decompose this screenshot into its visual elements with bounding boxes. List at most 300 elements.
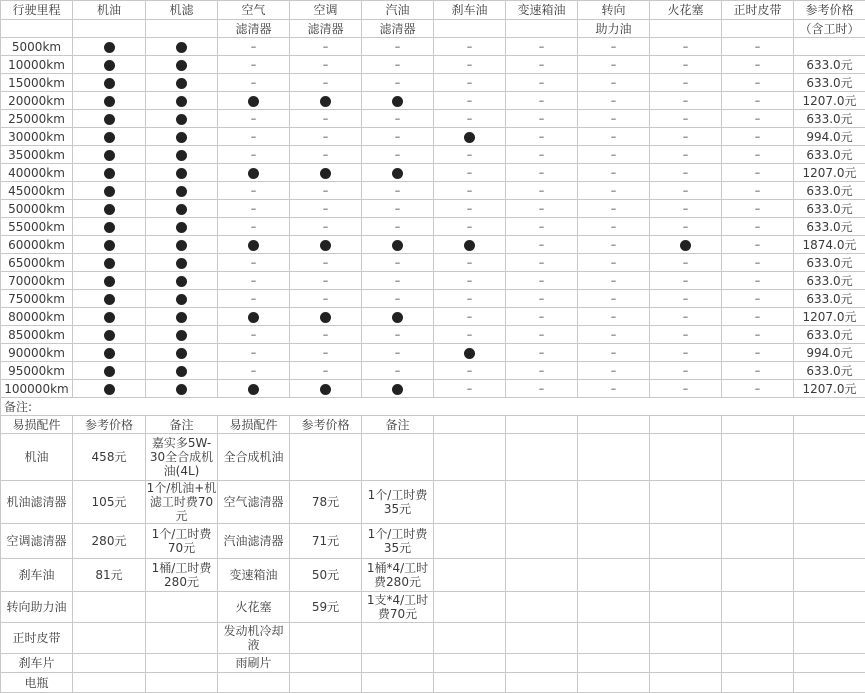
no-service-cell — [506, 128, 578, 146]
service-price-cell: 633.0元 — [794, 326, 865, 344]
empty-cell — [578, 481, 650, 524]
service-mark-cell — [73, 308, 146, 326]
empty-cell — [650, 623, 722, 654]
dash-icon: – — [755, 184, 761, 198]
dash-icon: – — [683, 130, 689, 144]
filled-dot-icon — [176, 222, 187, 233]
dash-icon: – — [683, 274, 689, 288]
no-service-cell — [290, 254, 362, 272]
empty-cell — [578, 416, 650, 434]
service-price-cell: 633.0元 — [794, 182, 865, 200]
no-service-cell — [578, 218, 650, 236]
empty-cell — [794, 592, 865, 623]
no-service-cell — [290, 200, 362, 218]
filled-dot-icon — [104, 78, 115, 89]
dash-icon: – — [395, 364, 401, 378]
dash-icon: – — [395, 130, 401, 144]
schedule-row — [1, 218, 865, 236]
service-price-cell: 1207.0元 — [794, 164, 865, 182]
filled-dot-icon — [248, 96, 259, 107]
no-service-cell — [722, 380, 794, 398]
service-mark-cell — [146, 308, 218, 326]
filled-dot-icon — [104, 132, 115, 143]
empty-cell — [434, 481, 506, 524]
no-service-cell — [218, 56, 290, 74]
dash-icon: – — [467, 382, 473, 396]
dash-icon: – — [467, 40, 473, 54]
no-service-cell — [434, 200, 506, 218]
dash-icon: – — [323, 148, 329, 162]
no-service-cell — [434, 380, 506, 398]
service-price-cell: 994.0元 — [794, 344, 865, 362]
service-mark-cell — [290, 380, 362, 398]
dash-icon: – — [683, 292, 689, 306]
filled-dot-icon — [320, 312, 331, 323]
dash-icon: – — [467, 274, 473, 288]
no-service-cell — [578, 326, 650, 344]
empty-cell — [434, 623, 506, 654]
empty-cell — [722, 592, 794, 623]
part-note — [362, 623, 434, 654]
empty-cell — [506, 559, 578, 592]
filled-dot-icon — [464, 240, 475, 251]
empty-cell — [434, 559, 506, 592]
header-row-1 — [1, 1, 865, 20]
no-service-cell — [722, 290, 794, 308]
service-price-cell: 1207.0元 — [794, 308, 865, 326]
dash-icon: – — [395, 220, 401, 234]
dash-icon: – — [539, 166, 545, 180]
dash-icon: – — [251, 58, 257, 72]
mileage-cell: 85000km — [1, 326, 73, 344]
filled-dot-icon — [248, 384, 259, 395]
dash-icon: – — [467, 166, 473, 180]
no-service-cell — [362, 56, 434, 74]
filled-dot-icon — [176, 348, 187, 359]
no-service-cell — [362, 362, 434, 380]
filled-dot-icon — [104, 204, 115, 215]
no-service-cell — [650, 38, 722, 56]
part-price — [73, 673, 146, 693]
part-name: 刹车油 — [1, 559, 73, 592]
no-service-cell — [506, 380, 578, 398]
no-service-cell — [218, 326, 290, 344]
no-service-cell — [650, 380, 722, 398]
parts-column-header: 备注 — [362, 416, 434, 434]
service-mark-cell — [146, 38, 218, 56]
no-service-cell — [290, 218, 362, 236]
service-mark-cell — [146, 164, 218, 182]
filled-dot-icon — [176, 240, 187, 251]
column-header: 变速箱油 — [506, 1, 578, 20]
empty-cell — [650, 524, 722, 559]
filled-dot-icon — [176, 42, 187, 53]
empty-cell — [722, 481, 794, 524]
dash-icon: – — [611, 166, 617, 180]
no-service-cell — [434, 272, 506, 290]
no-service-cell — [218, 254, 290, 272]
filled-dot-icon — [104, 114, 115, 125]
dash-icon: – — [611, 58, 617, 72]
service-mark-cell — [362, 164, 434, 182]
part-price — [290, 654, 362, 673]
no-service-cell — [434, 164, 506, 182]
no-service-cell — [434, 362, 506, 380]
part-price: 71元 — [290, 524, 362, 559]
part-price: 78元 — [290, 481, 362, 524]
no-service-cell — [722, 146, 794, 164]
schedule-row — [1, 128, 865, 146]
mileage-cell: 15000km — [1, 74, 73, 92]
no-service-cell — [362, 344, 434, 362]
no-service-cell — [362, 128, 434, 146]
service-mark-cell — [73, 362, 146, 380]
no-service-cell — [578, 74, 650, 92]
part-note — [362, 654, 434, 673]
no-service-cell — [434, 218, 506, 236]
column-subheader — [146, 20, 218, 38]
dash-icon: – — [755, 274, 761, 288]
service-price-cell: 633.0元 — [794, 200, 865, 218]
dash-icon: – — [251, 76, 257, 90]
parts-row — [1, 524, 865, 559]
no-service-cell — [578, 272, 650, 290]
dash-icon: – — [611, 112, 617, 126]
service-mark-cell — [73, 164, 146, 182]
part-note: 1个/工时费35元 — [362, 481, 434, 524]
dash-icon: – — [755, 130, 761, 144]
dash-icon: – — [251, 328, 257, 342]
dash-icon: – — [683, 76, 689, 90]
part-name: 雨刷片 — [218, 654, 290, 673]
service-mark-cell — [434, 236, 506, 254]
service-mark-cell — [73, 200, 146, 218]
dash-icon: – — [323, 292, 329, 306]
no-service-cell — [650, 128, 722, 146]
part-name: 机油 — [1, 434, 73, 481]
dash-icon: – — [539, 148, 545, 162]
parts-row — [1, 673, 865, 693]
empty-cell — [506, 592, 578, 623]
service-mark-cell — [218, 236, 290, 254]
dash-icon: – — [323, 184, 329, 198]
service-mark-cell — [362, 308, 434, 326]
dash-icon: – — [395, 292, 401, 306]
empty-cell — [722, 673, 794, 693]
dash-icon: – — [467, 94, 473, 108]
column-subheader — [506, 20, 578, 38]
filled-dot-icon — [176, 186, 187, 197]
no-service-cell — [650, 164, 722, 182]
service-mark-cell — [146, 362, 218, 380]
part-price — [73, 654, 146, 673]
filled-dot-icon — [104, 366, 115, 377]
service-price-cell: 633.0元 — [794, 110, 865, 128]
filled-dot-icon — [104, 186, 115, 197]
no-service-cell — [218, 272, 290, 290]
filled-dot-icon — [104, 168, 115, 179]
dash-icon: – — [395, 76, 401, 90]
no-service-cell — [434, 290, 506, 308]
empty-cell — [578, 623, 650, 654]
empty-cell — [506, 654, 578, 673]
empty-cell — [794, 654, 865, 673]
no-service-cell — [434, 308, 506, 326]
filled-dot-icon — [176, 294, 187, 305]
dash-icon: – — [755, 310, 761, 324]
no-service-cell — [506, 74, 578, 92]
service-price-cell: 633.0元 — [794, 272, 865, 290]
filled-dot-icon — [176, 150, 187, 161]
dash-icon: – — [539, 112, 545, 126]
service-price-cell: 994.0元 — [794, 128, 865, 146]
part-note: 1支*4/工时费70元 — [362, 592, 434, 623]
no-service-cell — [506, 344, 578, 362]
service-price-cell: 633.0元 — [794, 74, 865, 92]
mileage-cell: 50000km — [1, 200, 73, 218]
part-note: 1个/工时费35元 — [362, 524, 434, 559]
empty-cell — [794, 524, 865, 559]
no-service-cell — [362, 326, 434, 344]
service-mark-cell — [73, 380, 146, 398]
no-service-cell — [650, 56, 722, 74]
empty-cell — [794, 673, 865, 693]
part-note — [362, 673, 434, 693]
dash-icon: – — [251, 256, 257, 270]
dash-icon: – — [755, 112, 761, 126]
empty-cell — [794, 559, 865, 592]
part-note — [146, 654, 218, 673]
column-header: 机滤 — [146, 1, 218, 20]
part-note — [362, 434, 434, 481]
no-service-cell — [578, 380, 650, 398]
dash-icon: – — [251, 112, 257, 126]
service-price-cell: 633.0元 — [794, 56, 865, 74]
no-service-cell — [218, 146, 290, 164]
dash-icon: – — [683, 58, 689, 72]
part-price — [290, 623, 362, 654]
dash-icon: – — [755, 202, 761, 216]
dash-icon: – — [539, 382, 545, 396]
filled-dot-icon — [176, 258, 187, 269]
service-mark-cell — [362, 92, 434, 110]
no-service-cell — [434, 146, 506, 164]
filled-dot-icon — [320, 96, 331, 107]
parts-column-header: 易损配件 — [218, 416, 290, 434]
service-price-cell: 633.0元 — [794, 254, 865, 272]
dash-icon: – — [539, 76, 545, 90]
service-mark-cell — [73, 38, 146, 56]
filled-dot-icon — [176, 330, 187, 341]
dash-icon: – — [323, 346, 329, 360]
no-service-cell — [362, 146, 434, 164]
dash-icon: – — [323, 40, 329, 54]
no-service-cell — [578, 308, 650, 326]
dash-icon: – — [251, 292, 257, 306]
filled-dot-icon — [176, 114, 187, 125]
parts-header-row — [1, 416, 865, 434]
parts-row — [1, 654, 865, 673]
column-header: 转向 — [578, 1, 650, 20]
no-service-cell — [218, 344, 290, 362]
no-service-cell — [722, 200, 794, 218]
service-mark-cell — [290, 164, 362, 182]
filled-dot-icon — [464, 348, 475, 359]
dash-icon: – — [539, 94, 545, 108]
filled-dot-icon — [104, 240, 115, 251]
empty-cell — [434, 673, 506, 693]
no-service-cell — [290, 128, 362, 146]
dash-icon: – — [467, 310, 473, 324]
dash-icon: – — [395, 346, 401, 360]
service-mark-cell — [73, 218, 146, 236]
empty-cell — [650, 673, 722, 693]
empty-cell — [794, 623, 865, 654]
dash-icon: – — [755, 40, 761, 54]
part-price — [290, 673, 362, 693]
part-name: 变速箱油 — [218, 559, 290, 592]
dash-icon: – — [611, 364, 617, 378]
part-note: 1个/机油+机滤工时费70元 — [146, 481, 218, 524]
dash-icon: – — [323, 130, 329, 144]
schedule-row — [1, 92, 865, 110]
dash-icon: – — [611, 130, 617, 144]
part-note — [146, 592, 218, 623]
schedule-row — [1, 326, 865, 344]
service-mark-cell — [73, 74, 146, 92]
mileage-cell: 90000km — [1, 344, 73, 362]
parts-row — [1, 623, 865, 654]
dash-icon: – — [683, 166, 689, 180]
no-service-cell — [578, 254, 650, 272]
no-service-cell — [362, 182, 434, 200]
parts-column-header: 参考价格 — [73, 416, 146, 434]
no-service-cell — [578, 362, 650, 380]
schedule-row — [1, 200, 865, 218]
no-service-cell — [290, 272, 362, 290]
service-price-cell: 633.0元 — [794, 290, 865, 308]
service-mark-cell — [290, 92, 362, 110]
schedule-row — [1, 272, 865, 290]
service-mark-cell — [146, 290, 218, 308]
filled-dot-icon — [104, 312, 115, 323]
empty-cell — [650, 416, 722, 434]
schedule-row — [1, 110, 865, 128]
filled-dot-icon — [464, 132, 475, 143]
no-service-cell — [650, 200, 722, 218]
part-name: 全合成机油 — [218, 434, 290, 481]
dash-icon: – — [323, 274, 329, 288]
dash-icon: – — [323, 76, 329, 90]
schedule-row — [1, 290, 865, 308]
empty-cell — [650, 592, 722, 623]
service-price-cell: 1207.0元 — [794, 92, 865, 110]
no-service-cell — [506, 200, 578, 218]
dash-icon: – — [611, 346, 617, 360]
no-service-cell — [578, 164, 650, 182]
dash-icon: – — [323, 328, 329, 342]
column-subheader — [1, 20, 73, 38]
no-service-cell — [290, 38, 362, 56]
dash-icon: – — [539, 310, 545, 324]
service-mark-cell — [73, 254, 146, 272]
no-service-cell — [218, 362, 290, 380]
part-price: 59元 — [290, 592, 362, 623]
empty-cell — [650, 481, 722, 524]
mileage-cell: 35000km — [1, 146, 73, 164]
no-service-cell — [218, 200, 290, 218]
service-price-cell: 1874.0元 — [794, 236, 865, 254]
mileage-cell: 95000km — [1, 362, 73, 380]
part-name: 发动机冷却液 — [218, 623, 290, 654]
filled-dot-icon — [392, 168, 403, 179]
service-mark-cell — [73, 236, 146, 254]
service-mark-cell — [146, 272, 218, 290]
filled-dot-icon — [320, 240, 331, 251]
no-service-cell — [650, 290, 722, 308]
service-mark-cell — [290, 236, 362, 254]
dash-icon: – — [251, 40, 257, 54]
no-service-cell — [722, 218, 794, 236]
notes-label: 备注: — [1, 398, 865, 416]
dash-icon: – — [251, 130, 257, 144]
dash-icon: – — [539, 364, 545, 378]
filled-dot-icon — [248, 168, 259, 179]
dash-icon: – — [251, 184, 257, 198]
dash-icon: – — [755, 256, 761, 270]
no-service-cell — [506, 164, 578, 182]
dash-icon: – — [539, 202, 545, 216]
filled-dot-icon — [248, 312, 259, 323]
service-mark-cell — [146, 146, 218, 164]
no-service-cell — [218, 290, 290, 308]
empty-cell — [722, 416, 794, 434]
service-mark-cell — [146, 74, 218, 92]
no-service-cell — [434, 92, 506, 110]
service-mark-cell — [146, 56, 218, 74]
dash-icon: – — [467, 202, 473, 216]
empty-cell — [506, 524, 578, 559]
no-service-cell — [722, 254, 794, 272]
no-service-cell — [434, 74, 506, 92]
no-service-cell — [506, 326, 578, 344]
no-service-cell — [506, 362, 578, 380]
dash-icon: – — [539, 220, 545, 234]
dash-icon: – — [251, 202, 257, 216]
mileage-cell: 30000km — [1, 128, 73, 146]
service-price-cell: 633.0元 — [794, 218, 865, 236]
part-note: 嘉实多5W-30全合成机油(4L) — [146, 434, 218, 481]
no-service-cell — [722, 182, 794, 200]
no-service-cell — [650, 182, 722, 200]
dash-icon: – — [539, 256, 545, 270]
part-note — [146, 673, 218, 693]
dash-icon: – — [611, 328, 617, 342]
no-service-cell — [506, 272, 578, 290]
no-service-cell — [290, 344, 362, 362]
part-note: 1桶/工时费280元 — [146, 559, 218, 592]
no-service-cell — [506, 146, 578, 164]
schedule-row — [1, 380, 865, 398]
column-subheader: 滤清器 — [290, 20, 362, 38]
empty-cell — [578, 524, 650, 559]
no-service-cell — [362, 200, 434, 218]
dash-icon: – — [395, 274, 401, 288]
dash-icon: – — [395, 58, 401, 72]
service-mark-cell — [146, 128, 218, 146]
part-name: 汽油滤清器 — [218, 524, 290, 559]
dash-icon: – — [467, 58, 473, 72]
